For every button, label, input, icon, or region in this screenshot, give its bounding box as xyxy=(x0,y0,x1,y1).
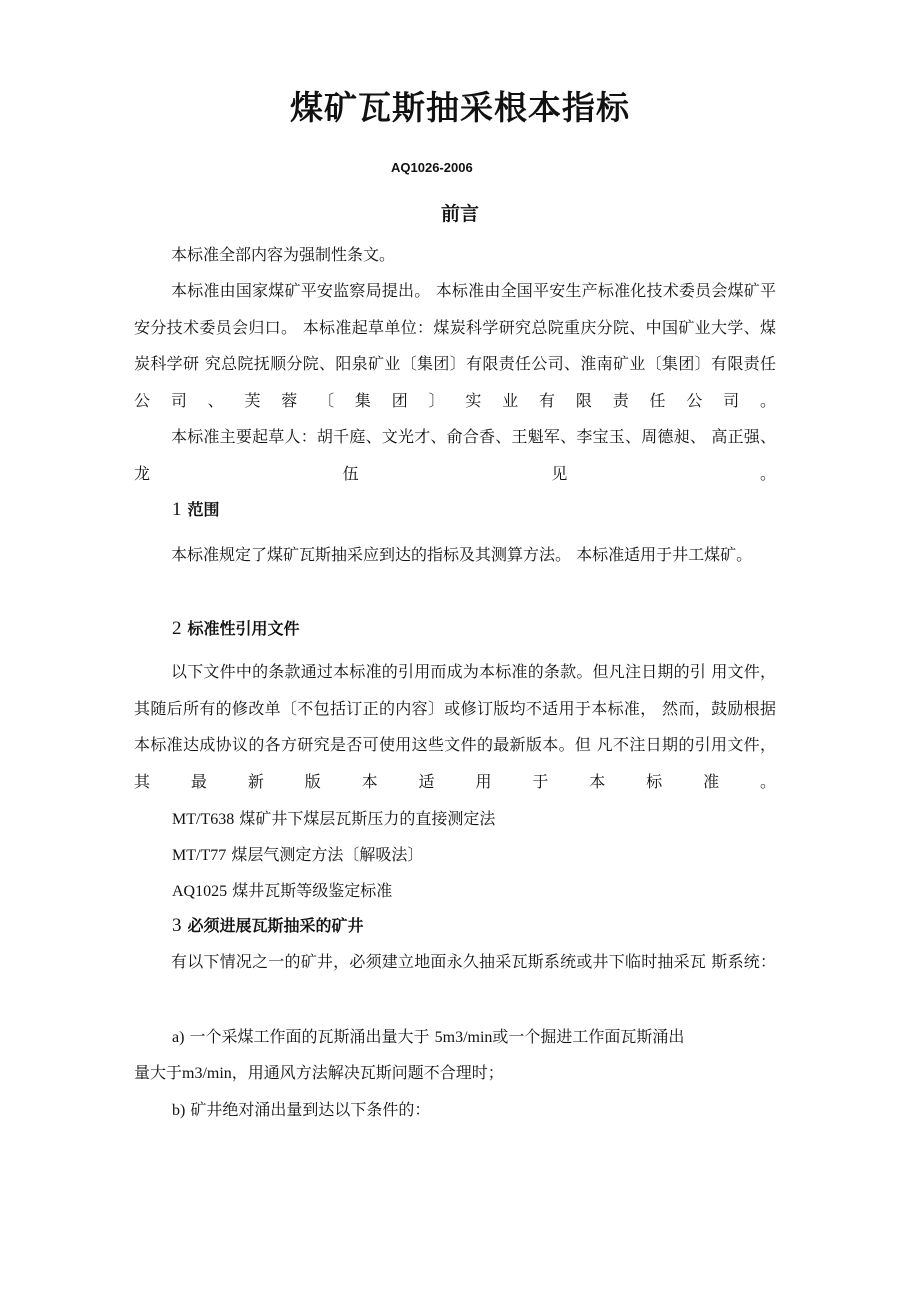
section-number: 1 xyxy=(172,499,182,520)
list-item-text: 量大于 xyxy=(134,1063,183,1082)
foreword-paragraph-2: 本标准由国家煤矿平安监察局提出。 本标准由全国平安生产标准化技术委员会煤矿平安分技术委员会归口。 本标准起草单位：煤炭科学研究总院重庆分院、中国矿业大学、煤炭科学研 究总院抚顺分院、阳泉矿业〔集团〕有限责任公司、淮南矿业〔集团〕有限责任 公司、芙蓉〔集团〕实业有限责任公司。 xyxy=(134,281,776,410)
section-heading-2 xyxy=(172,616,300,640)
reference-name: 煤层气测定方法〔解吸法〕 xyxy=(231,845,424,864)
section-heading-1 xyxy=(172,497,220,521)
section-2-text: 以下文件中的条款通过本标准的引用而成为本标准的条款。但凡注日期的引 用文件，其随后所有的修改单〔不包括订正的内容〕或修订版均不适用于本标准， 然而，鼓励根据本标准达成协议的各方研究是否可使用这些文件的最新版本。但 凡不注日期的引用文件，其最新版本适用于本标准。 xyxy=(134,662,776,791)
reference-code: AQ1025 xyxy=(172,883,228,900)
section-3-text: 有以下情况之一的矿井，必须建立地面永久抽采瓦斯系统或井下临时抽采瓦 斯系统： xyxy=(171,952,776,971)
reference-code: MT/T77 xyxy=(172,847,227,864)
section-title: 范围 xyxy=(187,500,220,519)
section-heading-3 xyxy=(172,913,364,937)
section-number: 3 xyxy=(172,915,182,936)
reference-code: MT/T638 xyxy=(172,811,235,828)
foreword-paragraph-1: 本标准全部内容为强制性条文。 xyxy=(171,245,396,264)
list-item-label: a) xyxy=(172,1029,185,1046)
list-item-label: b) xyxy=(172,1102,186,1119)
section-1-text: 本标准规定了煤矿瓦斯抽采应到达的指标及其测算方法。 本标准适用于井工煤矿。 xyxy=(171,545,753,564)
reference-item xyxy=(172,842,423,865)
standard-code: AQ1026-2006 xyxy=(391,160,473,175)
list-item-text: 一个采煤工作面的瓦斯涌出量大于 xyxy=(189,1027,435,1046)
list-item-a-line-1 xyxy=(172,1024,684,1047)
list-item-text: 或一个掘进工作面瓦斯涌出 xyxy=(492,1027,685,1046)
page-title: 煤矿瓦斯抽采根本指标 xyxy=(290,88,630,127)
reference-item xyxy=(172,878,392,901)
reference-name: 煤矿井下煤层瓦斯压力的直接测定法 xyxy=(239,809,496,828)
section-title: 必须进展瓦斯抽采的矿井 xyxy=(187,916,364,935)
list-item-text: 矿井绝对涌出量到达以下条件的： xyxy=(190,1100,431,1119)
reference-item xyxy=(172,806,495,829)
flow-value: 5m3/min xyxy=(434,1029,493,1046)
foreword-heading: 前言 xyxy=(440,203,479,225)
section-number: 2 xyxy=(172,618,182,639)
list-item-b xyxy=(172,1097,430,1120)
flow-value: m3/min xyxy=(182,1065,232,1082)
list-item-text: ，用通风方法解决瓦斯问题不合理时； xyxy=(231,1063,504,1082)
section-title: 标准性引用文件 xyxy=(187,619,300,638)
list-item-a-line-2 xyxy=(134,1060,504,1083)
foreword-paragraph-3: 本标准主要起草人：胡千庭、文光才、俞合香、王魁军、李宝玉、周德昶、 高正强、龙伍见。 xyxy=(134,427,776,483)
reference-name: 煤井瓦斯等级鉴定标准 xyxy=(232,881,393,900)
